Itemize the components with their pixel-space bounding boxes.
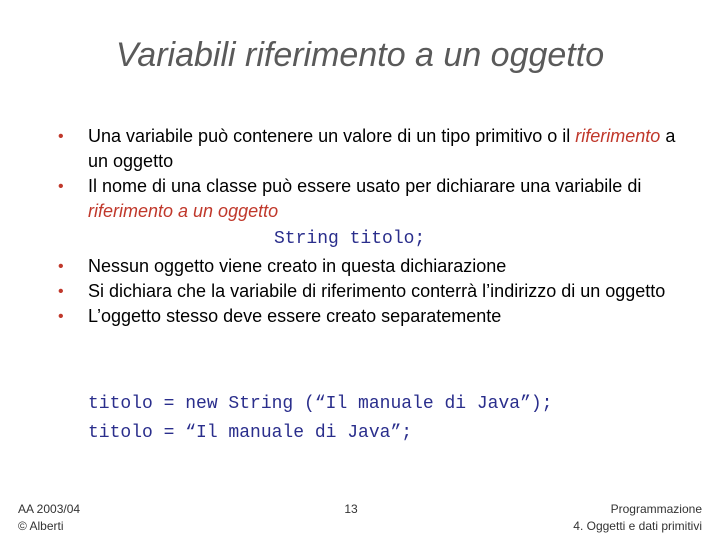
- bullet-item: [58, 124, 698, 174]
- bullet-icon: •: [58, 258, 64, 275]
- bullet-text: a un oggetto: [88, 126, 676, 171]
- page-number: 13: [344, 502, 358, 516]
- bullet-icon: •: [58, 178, 64, 195]
- footer-academic-year: AA 2003/04: [18, 502, 81, 516]
- code-line: titolo = new String (“Il manuale di Java”);: [88, 394, 553, 414]
- bullet-icon: •: [58, 308, 64, 325]
- emphasis-text: riferimento: [575, 126, 661, 146]
- bullet-text: Una variabile può contenere un valore di un tipo primitivo o il: [88, 126, 576, 146]
- bullet-item: [58, 304, 698, 329]
- bullet-list: [58, 124, 698, 329]
- bullet-text: L’oggetto stesso deve essere creato separatemente: [88, 306, 502, 326]
- footer-right: [573, 501, 702, 535]
- bullet-item: [58, 279, 698, 304]
- slide-title: Variabili riferimento a un oggetto: [115, 36, 605, 74]
- bullet-icon: •: [58, 283, 64, 300]
- code-example: [88, 390, 552, 448]
- emphasis-text: riferimento a un oggetto: [88, 201, 279, 221]
- bullet-text: Si dichiara che la variabile di riferimento conterrà l’indirizzo di un oggetto: [88, 281, 666, 301]
- code-line: titolo = “Il manuale di Java”;: [88, 423, 413, 443]
- footer-copyright: © Alberti: [18, 519, 64, 533]
- bullet-text: Nessun oggetto viene creato in questa dichiarazione: [88, 256, 507, 276]
- bullet-item: [58, 174, 698, 254]
- bullet-icon: •: [58, 128, 64, 145]
- bullet-item: [58, 254, 698, 279]
- bullet-text: Il nome di una classe può essere usato per dichiarare una variabile di: [88, 176, 642, 196]
- footer-chapter: 4. Oggetti e dati primitivi: [573, 519, 702, 533]
- footer-course: Programmazione: [610, 502, 702, 516]
- code-declaration: String titolo;: [274, 229, 426, 249]
